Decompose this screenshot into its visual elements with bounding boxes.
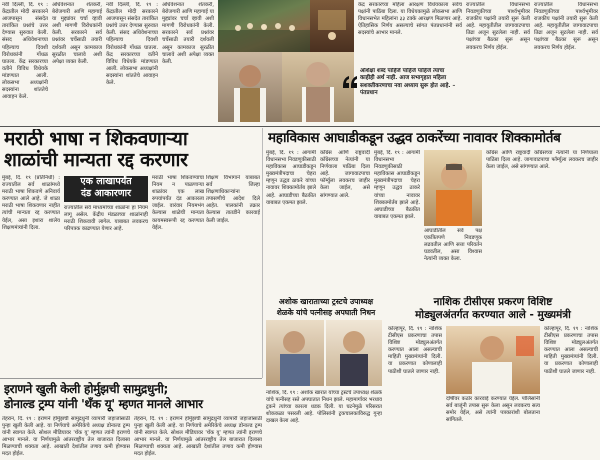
pull-quote: अशिक्षा शब्द पाहिजे पाहिजे पाहिजे त्याचा काहीही अर्थ नाही. आज सभागृहात महिला सशक्तीकरणाचा नवा अध्याय सुरू होत आहे. – पंतप्रधान	[360, 68, 456, 97]
top-divider	[0, 126, 600, 127]
speaker-photo	[218, 52, 282, 122]
column-divider	[262, 128, 263, 378]
marathi-article-column-3: मराठी भाषा शिकवण्याचा नियम न पाळणाऱ्या शाळांवर एक लाख रुपयांपर्यंत दंड आकारला जाईल. वारंवार नियमभंग केल्यास शाळेची मान्यता कायमस्वरूपी रद्द करण्यात येईल.	[152, 175, 204, 231]
tcs-article-column-3: कोल्हापूर, दि. १९ : नाशिक टीसीएस प्रकरणाचा तपास विशिष्ट मोड्युलअंतर्गत करण्यात आला असल्याची माहिती मुख्यमंत्र्यांनी दिली. या प्रकरणात कोणालाही पाठीशी घातले जाणार नाही.	[544, 326, 598, 375]
mva-article-column-2: काँग्रेस आणि राष्ट्रवादी काँग्रेसच्या नेत्यांनी या निर्णयाला पाठिंबा दिला आहे. जागावाटपाचा फॉर्म्युला लवकरच जाहीर केला जाईल, असे सांगण्यात आले.	[320, 150, 370, 199]
mva-article-column-4: आघाडीतील सर्व पक्ष एकत्रितपणे निवडणूक लढवतील आणि सत्ता परिवर्तन घडवतील, असा विश्वास नेत्यांनी व्यक्त केला.	[424, 228, 482, 263]
tcs-article-column-2: दोषींवर कठोर कारवाई करण्यात येईल. पोलिसांनी सर्व बाजूंनी तपास सुरू केला असून लवकरच सत्य समोर येईल, असे त्यांनी पत्रकारांशी बोलताना सांगितले.	[446, 396, 540, 424]
fine-kicker-line-2: दंड आकारणार	[80, 188, 131, 199]
headline-mva-thackeray: महाविकास आघाडीकडून उद्धव ठाकरेंच्या नावावर शिक्कामोर्तब	[268, 130, 561, 146]
tcs-article-column-1: कोल्हापूर, दि. १९ : नाशिक टीसीएस प्रकरणाचा तपास विशिष्ट मोड्युलअंतर्गत करण्यात आला असल्याची माहिती मुख्यमंत्र्यांनी दिली. या प्रकरणात कोणालाही पाठीशी घातले जाणार नाही.	[388, 326, 442, 375]
fine-kicker	[64, 176, 148, 202]
top-left-column-1: नवी दिल्ली, दि. १९ : केंद्रातील मोदी सरकारने आजपासून संसदेत तारांकित प्रश्नांचे उत्तर देण्यास सुरुवात केली. संसद अधिवेशनाच्या पहिल्याच दिवशी विरोधकांनी गोंधळ घातला. केंद्र सरकारच्या वतीने विविध विधेयके मांडण्यात आली. लोकसभा अध्यक्षांनी सदस्यांना शांततेचे आवाहन केले.	[2, 2, 48, 101]
accident-photo-2	[326, 320, 382, 386]
marathi-article-column-1: मुंबई, दि. १९ (प्रतिनिधी) : राज्यातील सर्व शाळांमध्ये मराठी भाषा शिकवणे अनिवार्य करण्यात आले आहे. जे शाळा मराठी भाषा शिकवणार नाहीत त्यांची मान्यता रद्द करण्यात येईल, असा इशारा शालेय शिक्षणमंत्र्यांनी दिला.	[2, 175, 60, 231]
thackeray-photo	[424, 150, 482, 226]
mva-article-column-5: काँग्रेस आणि राष्ट्रवादी काँग्रेसच्या नेत्यांनी या निर्णयाला पाठिंबा दिला आहे. जागावाटपाचा फॉर्म्युला लवकरच जाहीर केला जाईल, असे सांगण्यात आले.	[486, 150, 598, 171]
far-right-column-2: राज्यातील विधानसभा निवडणुकीच्या पार्श्वभूमीवर राजकीय पक्षांनी तयारी सुरू केली आहे. महायुतीतील जागावाटपाचा तिढा अजून सुटलेला नाही. सर्व पक्षांच्या बैठका सुरू असून लवकरच निर्णय होईल.	[534, 2, 598, 51]
quote-mark-icon	[341, 72, 359, 90]
headline-nashik-tcs: नाशिक टीसीएस प्रकरण विशिष्ट मोड्युलअंतर्गत करण्यात आले - मुख्यमंत्री	[415, 296, 571, 321]
marathi-article-column-4: शिक्षण विभागाने याबाबत सर्व जिल्हा शिक्षणाधिकाऱ्यांना तपासणीचे आदेश दिले आहेत. पालकांनी तक्रार केल्यास तातडीने कारवाई केली जाईल.	[206, 175, 260, 224]
marathi-article-column-2: राज्यातील सर्व माध्यमांच्या शाळांना हा नियम लागू असेल. केंद्रीय मंडळाच्या शाळांनाही मराठी शिकवावी लागेल. याबाबत लवकरच परिपत्रक काढण्यात येणार आहे.	[64, 205, 148, 233]
iran-article-column-2: तेहरान, दि. १९ : इराणने होर्मुझची सामुद्रधुनी व्यापारी जहाजांसाठी पुन्हा खुली केली आहे. या निर्णयाचे अमेरिकेचे अध्यक्ष डोनाल्ड ट्रम्प यांनी स्वागत केले. सोशल मीडियावर 'थँक यू' म्हणत त्यांनी इराणचे आभार मानले. या निर्णयामुळे आंतरराष्ट्रीय तेल बाजारात दिलासा मिळण्याची शक्यता आहे. आखाती देशांतील तणाव कमी होण्यास मदत होईल.	[134, 416, 262, 458]
headline-marathi-schools: मराठी भाषा न शिकवणाऱ्या शाळांची मान्यता रद्द करणार	[4, 129, 188, 171]
accident-article: नाशिक, दि. १९ : अशोक खारात यांच्या ट्रस्टचे उपाध्यक्ष शेळके यांचे पत्नीसह रस्ते अपघातात निधन झाले. महामार्गावर भरधाव ट्रकने त्यांच्या कारला धडक दिली. या घटनेमुळे परिसरात शोककळा पसरली आहे. पोलिसांनी ट्रकचालकाविरुद्ध गुन्हा दाखल केला आहे.	[266, 390, 382, 425]
top-left-column-4: अधिवेशनात शेतकरी, बेरोजगारी आणि महागाई या मुद्द्यांवर चर्चा व्हावी अशी मागणी विरोधकांनी केली. सरकारने सर्व प्रश्नांवर चर्चेसाठी तयारी दर्शवली असून कामकाज सुरळीत चालावे अशी अपेक्षा व्यक्त केली.	[162, 2, 214, 65]
iran-article-column-1: तेहरान, दि. १९ : इराणने होर्मुझची सामुद्रधुनी व्यापारी जहाजांसाठी पुन्हा खुली केली आहे. या निर्णयाचे अमेरिकेचे अध्यक्ष डोनाल्ड ट्रम्प यांनी स्वागत केले. सोशल मीडियावर 'थँक यू' म्हणत त्यांनी इराणचे आभार मानले. या निर्णयामुळे आंतरराष्ट्रीय तेल बाजारात दिलासा मिळण्याची शक्यता आहे. आखाती देशांतील तणाव कमी होण्यास मदत होईल.	[2, 416, 130, 458]
parliament-photo-2	[310, 0, 354, 52]
parliament-photo-1	[218, 0, 310, 52]
top-left-column-2: अधिवेशनात शेतकरी, बेरोजगारी आणि महागाई या मुद्द्यांवर चर्चा व्हावी अशी मागणी विरोधकांनी केली. सरकारने सर्व प्रश्नांवर चर्चेसाठी तयारी दर्शवली असून कामकाज सुरळीत चालावे अशी अपेक्षा व्यक्त केली.	[52, 2, 102, 65]
mva-article-column-1: मुंबई, दि. १९ : आगामी विधानसभा निवडणुकीसाठी महाविकास आघाडीकडून मुख्यमंत्रीपदाचा चेहरा म्हणून उद्धव ठाकरे यांच्या नावावर शिक्कामोर्तब झाले आहे. आघाडीच्या बैठकीत याबाबत एकमत झाले.	[266, 150, 316, 206]
headline-iran-hormuz: इराणने खुली केली होर्मुझची सामुद्रधुनी; डोनाल्ड ट्रम्प यांनी 'थँक यू' म्हणत मानले आभार	[4, 382, 203, 411]
top-left-column-3: नवी दिल्ली, दि. १९ : केंद्रातील मोदी सरकारने आजपासून संसदेत तारांकित प्रश्नांचे उत्तर देण्यास सुरुवात केली. संसद अधिवेशनाच्या पहिल्याच दिवशी विरोधकांनी गोंधळ घातला. केंद्र सरकारच्या वतीने विविध विधेयके मांडण्यात आली. लोकसभा अध्यक्षांनी सदस्यांना शांततेचे आवाहन केले.	[106, 2, 158, 87]
mva-article-column-3: मुंबई, दि. १९ : आगामी विधानसभा निवडणुकीसाठी महाविकास आघाडीकडून मुख्यमंत्रीपदाचा चेहरा म्हणून उद्धव ठाकरे यांच्या नावावर शिक्कामोर्तब झाले आहे. आघाडीच्या बैठकीत याबाबत एकमत झाले.	[374, 150, 420, 220]
far-right-column-1: राज्यातील विधानसभा निवडणुकीच्या पार्श्वभूमीवर राजकीय पक्षांनी तयारी सुरू केली आहे. महायुतीतील जागावाटपाचा तिढा अजून सुटलेला नाही. सर्व पक्षांच्या बैठका सुरू असून लवकरच निर्णय होईल.	[466, 2, 530, 51]
iran-divider	[0, 378, 262, 379]
chief-minister-photo	[446, 326, 540, 394]
headline-accident: अशोक खाराताच्या ट्रस्टचे उपाध्यक्ष शेळके यांचे पत्नीसह अपघाती निधन	[276, 297, 376, 317]
top-right-body: केंद्र सरकारच्या महिला आरक्षण विधेयकाला सर्वच पक्षांनी पाठिंबा दिला. या विधेयकामुळे लोकसभा आणि विधानसभेत महिलांना ३३ टक्के आरक्षण मिळणार आहे. ऐतिहासिक निर्णय असल्याचे सांगत पंतप्रधानांनी सर्व सदस्यांचे आभार मानले.	[358, 2, 462, 37]
fine-kicker-line-1: एक लाखापर्यंत	[80, 176, 132, 187]
accident-photo-1	[266, 320, 324, 386]
